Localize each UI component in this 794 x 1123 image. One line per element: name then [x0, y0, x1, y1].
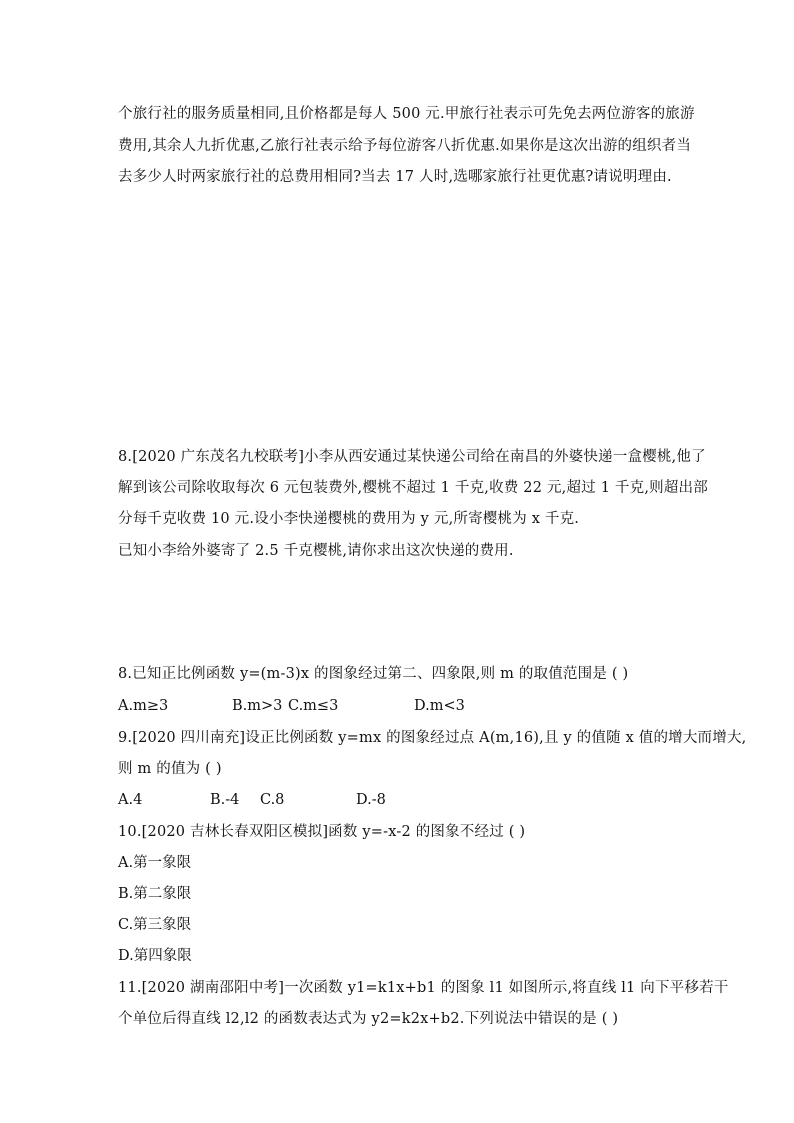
problem9-option-a: A.4: [118, 792, 143, 808]
problem9-line2: 则 m 的值为 ( ): [118, 761, 222, 777]
problem9-option-d: D.-8: [356, 792, 386, 808]
problem8a-line2: 解到该公司除收取每次 6 元包装费外,樱桃不超过 1 千克,收费 22 元,超过 1 千克,则超出部: [118, 480, 708, 496]
problem8a-line4: 已知小李给外婆寄了 2.5 千克樱桃,请你求出这次快递的费用.: [118, 543, 514, 559]
problem11-line2: 个单位后得直线 l2,l2 的函数表达式为 y2=k2x+b2.下列说法中错误的是 ( ): [118, 1011, 619, 1027]
problem8a-line1: 8.[2020 广东茂名九校联考]小李从西安通过某快递公司给在南昌的外婆快递一盒樱桃,他了: [118, 449, 706, 465]
problem10-option-d: D.第四象限: [118, 948, 192, 964]
problem11-line1: 11.[2020 湖南邵阳中考]一次函数 y1=k1x+b1 的图象 l1 如图所示,将直线 l1 向下平移若干: [118, 980, 729, 996]
problem8a-line3: 分每千克收费 10 元.设小李快递樱桃的费用为 y 元,所寄樱桃为 x 千克.: [118, 511, 580, 527]
problem9-option-c: C.8: [260, 792, 285, 808]
problem7-line1: 个旅行社的服务质量相同,且价格都是每人 500 元.甲旅行社表示可先免去两位游客的旅游: [118, 106, 695, 122]
problem8b-option-a: A.m≥3: [118, 698, 169, 714]
problem10-option-c: C.第三象限: [118, 917, 192, 933]
problem8b-option-b: B.m>3: [232, 698, 283, 714]
problem10-stem: 10.[2020 吉林长春双阳区模拟]函数 y=-x-2 的图象不经过 ( ): [118, 824, 526, 840]
problem8b-option-c: C.m≤3: [288, 698, 339, 714]
problem8b-option-d: D.m<3: [414, 698, 465, 714]
problem9-line1: 9.[2020 四川南充]设正比例函数 y=mx 的图象经过点 A(m,16),且 y 的值随 x 值的增大而增大,: [118, 730, 747, 746]
problem7-line2: 费用,其余人九折优惠,乙旅行社表示给予每位游客八折优惠.如果你是这次出游的组织者当: [118, 138, 692, 154]
problem8b-stem: 8.已知正比例函数 y=(m-3)x 的图象经过第二、四象限,则 m 的取值范围是 ( ): [118, 666, 629, 682]
problem10-option-b: B.第二象限: [118, 886, 192, 902]
problem9-option-b: B.-4: [210, 792, 240, 808]
problem7-line3: 去多少人时两家旅行社的总费用相同?当去 17 人时,选哪家旅行社更优惠?请说明理由.: [118, 169, 672, 185]
problem10-option-a: A.第一象限: [118, 855, 192, 871]
